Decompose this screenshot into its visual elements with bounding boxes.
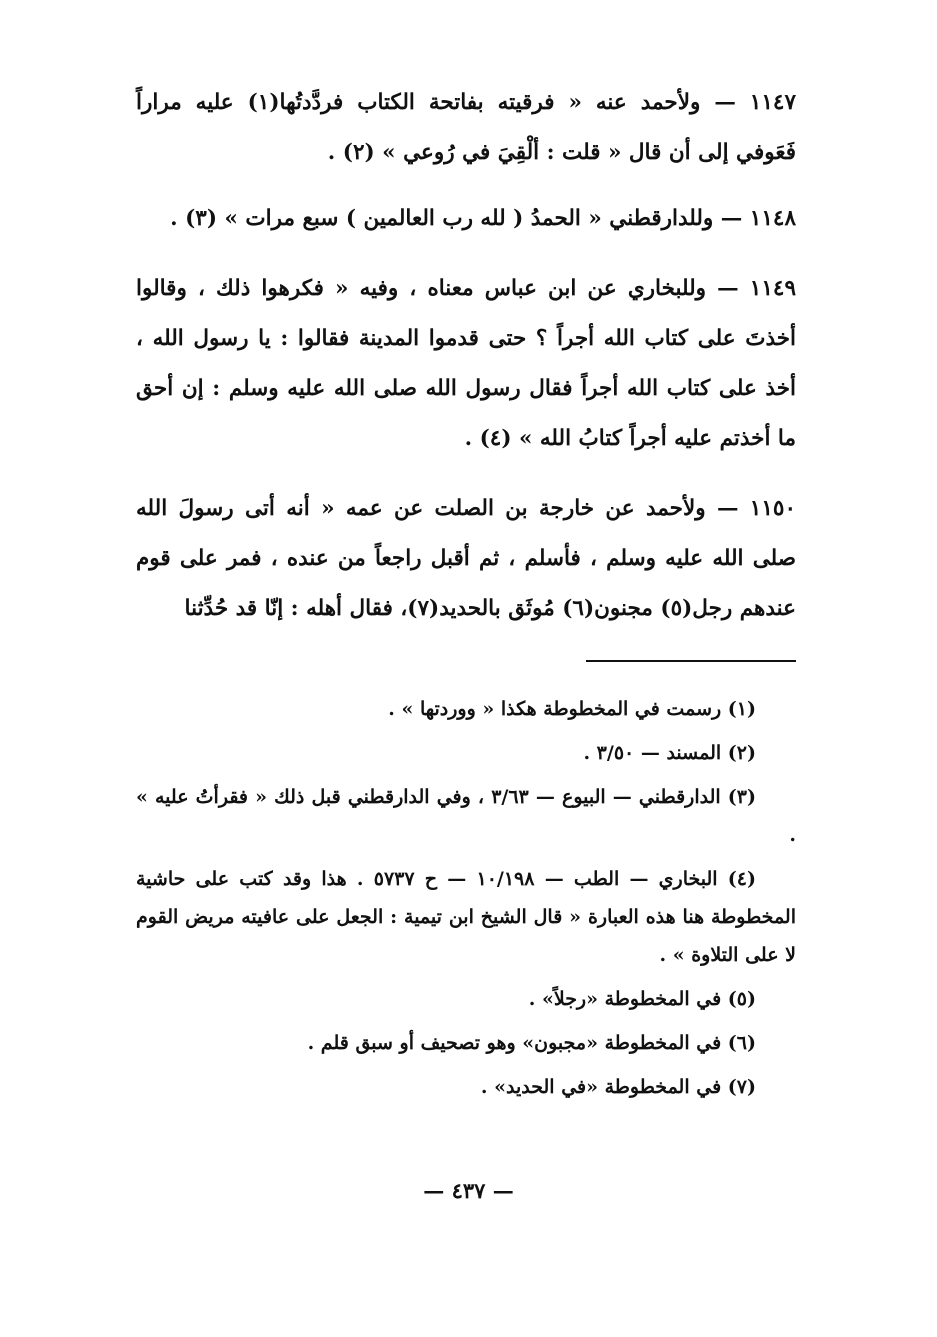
- paragraph-1147: ١١٤٧ — ولأحمد عنه « فرقيته بفاتحة الكتاب فردَّدتُها(١) عليه مراراً فَعَوفي إلى أن قال « قلت : ألْقِيَ في رُوعي » (٢) .: [136, 90, 796, 165]
- footnote-7: (٧) في المخطوطة «في الحديد» .: [480, 1076, 756, 1098]
- footnote-4: (٤) البخاري — الطب — ١٠/١٩٨ — ح ٥٧٣٧ . هذا وقد كتب على حاشية المخطوطة هنا هذه العبارة « قال الشيخ ابن تيمية : الجعل على عافيته مريض القوم لا على التلاوة » .: [136, 868, 796, 966]
- page-content: [136, 78, 796, 1112]
- paragraph-1148: ١١٤٨ — وللدارقطني « الحمدُ ( لله رب العالمين ) سبع مرات » (٣) .: [170, 206, 796, 231]
- footnote-3: (٣) الدارقطني — البيوع — ٣/٦٣ ، وفي الدارقطني قبل ذلك « فقرأتُ عليه » .: [136, 786, 796, 846]
- footnote-1: (١) رسمت في المخطوطة هكذا « ووردتها » .: [388, 698, 756, 720]
- footnote-5: (٥) في المخطوطة «رجلاً» .: [528, 988, 756, 1010]
- page-number: — ٤٣٧ —: [423, 1178, 514, 1203]
- footnote-2: (٢) المسند — ٣/٥٠ .: [583, 742, 756, 764]
- footnote-divider: [586, 660, 796, 662]
- footnotes: [136, 690, 796, 1106]
- main-text: [136, 78, 796, 634]
- footnote-6: (٦) في المخطوطة «مجبون» وهو تصحيف أو سبق قلم .: [307, 1032, 756, 1054]
- paragraph-1150: ١١٥٠ — ولأحمد عن خارجة بن الصلت عن عمه « أنه أتى رسولَ الله صلى الله عليه وسلم ، فأسلم ، ثم أقبل راجعاً من عنده ، فمر على قوم عندهم رجل(٥) مجنون(٦) مُوثَق بالحديد(٧)، فقال أهله : إنّا قد حُدِّثنا: [136, 496, 796, 621]
- paragraph-1149: ١١٤٩ — وللبخاري عن ابن عباس معناه ، وفيه « فكرهوا ذلك ، وقالوا أخذتَ على كتاب الله أجراً ؟ حتى قدموا المدينة فقالوا : يا رسول الله ، أخذ على كتاب الله أجراً فقال رسول الله صلى الله عليه وسلم : إن أحق ما أخذتم عليه أجراً كتابُ الله » (٤) .: [136, 276, 796, 451]
